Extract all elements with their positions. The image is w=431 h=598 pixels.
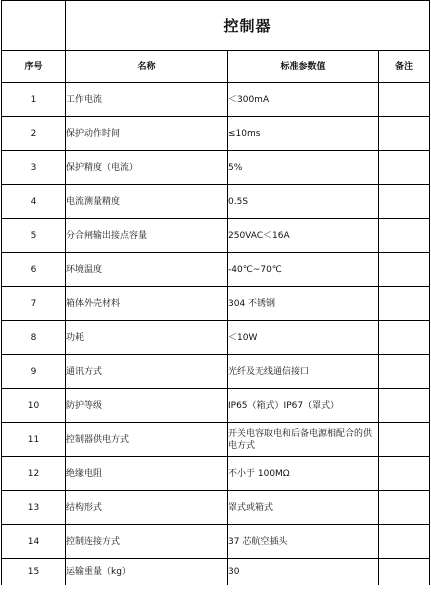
table-row [2, 559, 430, 586]
row-note-cell [379, 559, 430, 586]
title-blank-cell [2, 1, 66, 51]
row-standard-cell: 30 [228, 559, 379, 586]
controller-spec-table [1, 0, 430, 585]
row-name-cell: 保护动作时间 [66, 117, 228, 151]
row-standard-cell: 罩式或箱式 [228, 491, 379, 525]
row-name-cell: 功耗 [66, 321, 228, 355]
table-row [2, 253, 430, 287]
row-name-cell: 防护等级 [66, 389, 228, 423]
row-standard-cell: 304 不锈钢 [228, 287, 379, 321]
row-standard-cell: ＜300mA [228, 83, 379, 117]
row-name-cell: 保护精度（电流） [66, 151, 228, 185]
table-row [2, 185, 430, 219]
row-index-cell: 6 [2, 253, 66, 287]
row-standard-cell: -40℃~70℃ [228, 253, 379, 287]
header-name: 名称 [66, 51, 228, 83]
table-row [2, 83, 430, 117]
row-standard-cell: 0.5S [228, 185, 379, 219]
row-index-cell: 11 [2, 423, 66, 457]
row-note-cell [379, 389, 430, 423]
table-row [2, 355, 430, 389]
table-row [2, 151, 430, 185]
row-note-cell [379, 457, 430, 491]
row-name-cell: 环境温度 [66, 253, 228, 287]
header-index: 序号 [2, 51, 66, 83]
row-note-cell [379, 83, 430, 117]
row-name-cell: 工作电流 [66, 83, 228, 117]
row-index-cell: 13 [2, 491, 66, 525]
table-row [2, 287, 430, 321]
row-standard-cell: 37 芯航空插头 [228, 525, 379, 559]
header-row [2, 51, 430, 83]
row-standard-cell: 光纤及无线通信接口 [228, 355, 379, 389]
row-note-cell [379, 287, 430, 321]
table-title: 控制器 [66, 1, 430, 51]
row-name-cell: 控制连接方式 [66, 525, 228, 559]
row-index-cell: 7 [2, 287, 66, 321]
row-standard-cell: IP65（箱式）IP67（罩式） [228, 389, 379, 423]
row-index-cell: 9 [2, 355, 66, 389]
title-row [2, 1, 430, 51]
row-name-cell: 运输重量（kg） [66, 559, 228, 586]
row-name-cell: 结构形式 [66, 491, 228, 525]
table-row [2, 423, 430, 457]
table-row [2, 389, 430, 423]
row-name-cell: 箱体外壳材料 [66, 287, 228, 321]
row-index-cell: 15 [2, 559, 66, 586]
table-row [2, 457, 430, 491]
table-body [2, 1, 430, 586]
row-index-cell: 4 [2, 185, 66, 219]
row-standard-cell: 250VAC＜16A [228, 219, 379, 253]
table-row [2, 525, 430, 559]
row-note-cell [379, 423, 430, 457]
row-note-cell [379, 491, 430, 525]
row-name-cell: 控制器供电方式 [66, 423, 228, 457]
table-row [2, 491, 430, 525]
row-index-cell: 8 [2, 321, 66, 355]
row-name-cell: 分合闸输出接点容量 [66, 219, 228, 253]
row-note-cell [379, 525, 430, 559]
row-standard-cell: 5% [228, 151, 379, 185]
row-index-cell: 3 [2, 151, 66, 185]
row-standard-cell: ＜10W [228, 321, 379, 355]
table-row [2, 117, 430, 151]
row-standard-cell: ≤10ms [228, 117, 379, 151]
row-note-cell [379, 355, 430, 389]
row-standard-cell: 不小于 100MΩ [228, 457, 379, 491]
row-note-cell [379, 151, 430, 185]
header-standard: 标准参数值 [228, 51, 379, 83]
row-index-cell: 10 [2, 389, 66, 423]
row-index-cell: 5 [2, 219, 66, 253]
row-note-cell [379, 321, 430, 355]
row-name-cell: 电流测量精度 [66, 185, 228, 219]
row-name-cell: 绝缘电阻 [66, 457, 228, 491]
row-index-cell: 14 [2, 525, 66, 559]
row-standard-cell: 开关电容取电和后备电源相配合的供电方式 [228, 423, 379, 457]
row-note-cell [379, 253, 430, 287]
row-note-cell [379, 117, 430, 151]
row-note-cell [379, 219, 430, 253]
row-note-cell [379, 185, 430, 219]
header-note: 备注 [379, 51, 430, 83]
table-row [2, 219, 430, 253]
row-index-cell: 12 [2, 457, 66, 491]
row-index-cell: 1 [2, 83, 66, 117]
row-index-cell: 2 [2, 117, 66, 151]
row-name-cell: 通讯方式 [66, 355, 228, 389]
table-row [2, 321, 430, 355]
